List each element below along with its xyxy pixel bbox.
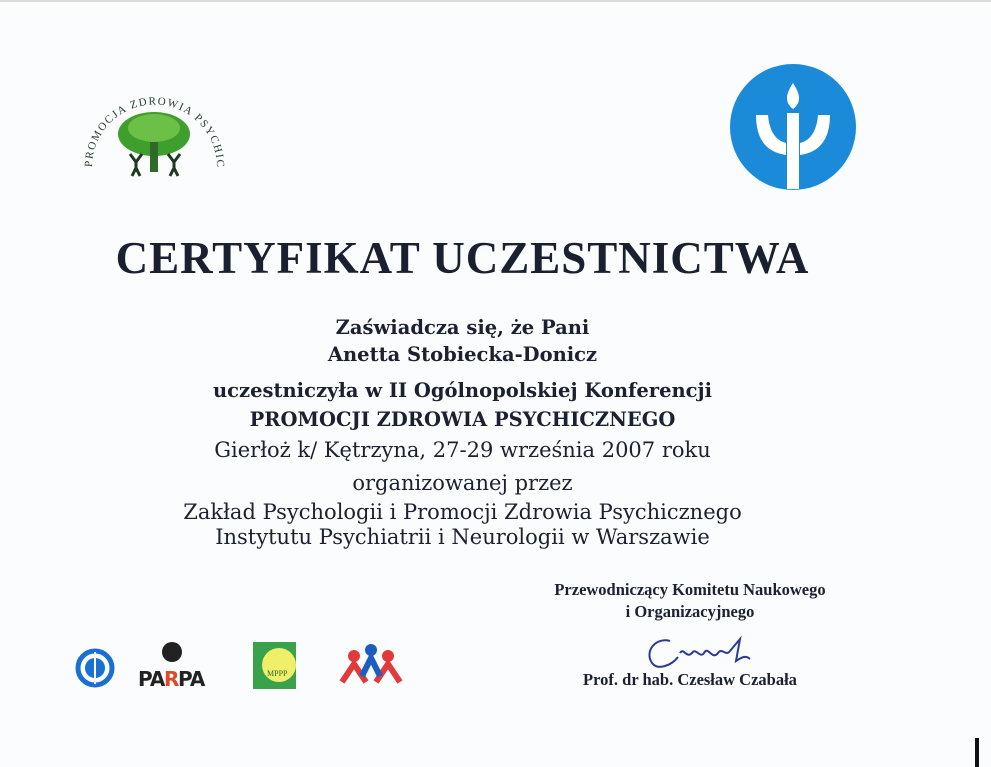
parpa-logo	[136, 640, 208, 694]
participation-line: uczestniczyła w II Ogólnopolskiej Konferencji	[212, 379, 713, 402]
organizer-line-1: Zakład Psychologii i Promocji Zdrowia Psychicznego	[183, 500, 742, 524]
organized-by-label: organizowanej przez	[352, 471, 573, 495]
conference-place-date: Gierłoż k/ Kętrzyna, 27-29 września 2007 roku	[214, 438, 711, 462]
promocja-zdrowia-logo	[72, 72, 237, 192]
svg-text:R: R	[164, 667, 180, 690]
conference-name: PROMOCJI ZDROWIA PSYCHICZNEGO	[249, 408, 676, 431]
scan-edge	[0, 0, 991, 2]
svg-text:PA: PA	[138, 667, 165, 690]
family-figures-logo	[338, 640, 404, 694]
svg-text:PA: PA	[178, 667, 205, 690]
mppp-logo	[253, 642, 296, 689]
who-emblem-logo	[74, 648, 116, 692]
scan-edge-mark	[975, 738, 979, 767]
certificate-title: CERTYFIKAT UCZESTNICTWA	[115, 233, 810, 283]
signatory-name: Prof. dr hab. Czesław Czabała	[583, 670, 797, 689]
svg-text:PROMOCJA ZDROWIA PSYCHICZNEGO: PROMOCJA ZDROWIA PSYCHIC	[82, 95, 227, 169]
signatory-role-2: i Organizacyjnego	[625, 602, 755, 621]
institute-emblem-logo	[728, 63, 858, 195]
participant-name: Anetta Stobiecka-Donicz	[327, 343, 598, 366]
signatory-role-1: Przewodniczący Komitetu Naukowego	[554, 580, 826, 599]
attestation-line: Zaświadcza się, że Pani	[335, 316, 590, 339]
svg-text:MPPP: MPPP	[267, 669, 288, 678]
organizer-line-2: Instytutu Psychiatrii i Neurologii w Warszawie	[215, 525, 710, 549]
